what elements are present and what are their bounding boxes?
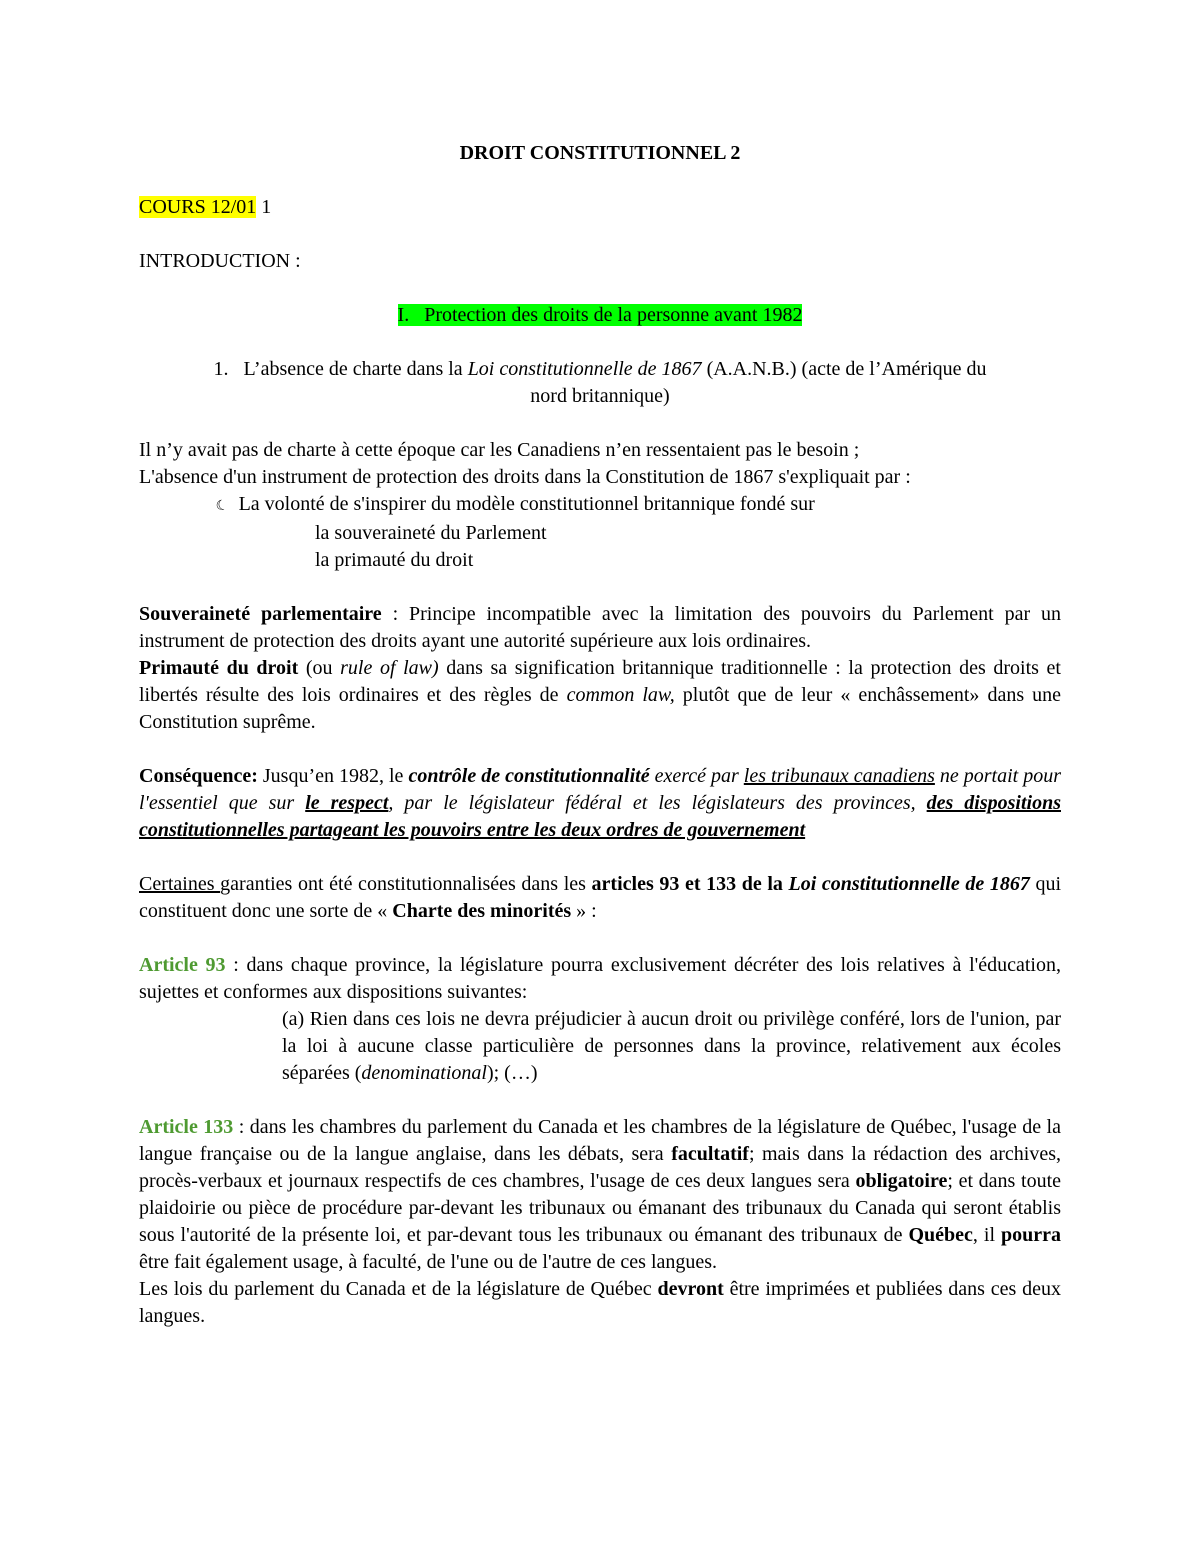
consequence-t2: exercé par <box>649 765 744 787</box>
cours-line <box>139 194 1061 221</box>
primaute-italic2: common law, <box>566 684 675 706</box>
article133-t7: être imprimées et publiées dans ces deux langues. <box>139 1278 1062 1327</box>
article93-label: Article 93 <box>139 954 226 976</box>
certaines-t3: » : <box>571 900 597 922</box>
primaute-term: Primauté du droit <box>139 657 299 679</box>
article133-t1: : dans les chambres du parlement du Canada et les chambres de la législature de Québec, l'usage de la langue française ou de la langue anglaise, dans les débats, sera <box>139 1116 1061 1165</box>
para-absence: L'absence d'un instrument de protection des droits dans la Constitution de 1867 s'expliquait par : <box>139 466 911 488</box>
cours-label: COURS 12/01 <box>139 196 257 218</box>
article93-sub-italic: denominational <box>361 1062 487 1084</box>
consequence-para <box>139 763 1061 844</box>
article133-t2: ; mais dans la rédaction des archives, procès-verbaux et journaux respectifs de ces chambres, l'usage de ces deux langues sera <box>139 1143 1062 1192</box>
bullet-sub2: la primauté du droit <box>315 549 474 571</box>
article133-t5: être fait également usage, à faculté, de l'une ou de l'autre de ces langues. <box>139 1251 718 1273</box>
article93-text: : dans chaque province, la législature pourra exclusivement décréter des lois relatives à l'éducation, sujettes et conformes aux dispositions suivantes: <box>139 954 1061 1003</box>
souverainete-para <box>139 601 1061 655</box>
article133-b5: devront <box>657 1278 724 1300</box>
para-no-charter: Il n’y avait pas de charte à cette époque car les Canadiens n’en ressentaient pas le besoin ; <box>139 439 860 461</box>
consequence-u1: les tribunaux canadiens <box>743 765 935 787</box>
consequence-bu1: le respect <box>305 792 389 814</box>
item1-pre: L’absence de charte dans la <box>243 358 468 380</box>
consequence-b1: contrôle de constitutionnalité <box>408 765 650 787</box>
article133-publication <box>139 1276 1061 1330</box>
certaines-b2: Charte des minorités <box>392 900 572 922</box>
article133-t6: Les lois du parlement du Canada et de la législature de Québec <box>139 1278 658 1300</box>
section-heading-highlight <box>398 304 803 326</box>
article133-t4: , il <box>972 1224 1001 1246</box>
document-title <box>139 140 1061 167</box>
souverainete-term: Souveraineté parlementaire <box>139 603 382 625</box>
consequence-t4: , par le législateur fédéral et les législateurs des provinces, <box>388 792 927 814</box>
article133-para <box>139 1114 1061 1276</box>
certaines-t2: qui constituent donc une sorte de « <box>139 873 1062 922</box>
bullet-sub1: la souveraineté du Parlement <box>315 522 547 544</box>
consequence-t1: Jusqu’en 1982, le <box>257 765 409 787</box>
article133-b1: facultatif <box>671 1143 749 1165</box>
item1-post: (A.A.N.B.) (acte de l’Amérique du <box>701 358 987 380</box>
section-heading-num: I. <box>397 304 410 326</box>
certaines-bi: Loi constitutionnelle de 1867 <box>788 873 1030 895</box>
article133-b2: obligatoire <box>855 1170 948 1192</box>
title-text: DROIT CONSTITUTIONNEL 2 <box>459 142 741 164</box>
article93-para <box>139 952 1061 1006</box>
item1-italic: Loi constitutionnelle de 1867 <box>467 358 702 380</box>
article133-label: Article 133 <box>139 1116 234 1138</box>
document-body <box>139 140 1061 1330</box>
article93-sub <box>139 1006 1061 1087</box>
consequence-bu2: des dispositions constitutionnelles partageant les pouvoirs entre les deux ordres de gouvernement <box>139 792 1061 841</box>
article133-b4: pourra <box>1001 1224 1061 1246</box>
item1-line1 <box>139 356 1061 383</box>
primaute-t1: (ou <box>298 657 341 679</box>
article133-b3: Québec <box>908 1224 973 1246</box>
cours-suffix: 1 <box>256 196 272 218</box>
bullet-item <box>139 491 1061 520</box>
item1-number: 1. <box>213 358 229 380</box>
primaute-t2: dans sa signification britannique traditionnelle : la protection des droits et libertés résulte des lois ordinaires et des règles de <box>139 657 1061 706</box>
intro-heading: INTRODUCTION : <box>139 250 301 272</box>
article93-sub-pre: (a) Rien dans ces lois ne devra préjudicier à aucun droit ou privilège conféré, lors de l'union, par la loi à aucune classe particulière de personnes dans la province, relativement aux écoles séparées ( <box>282 1008 1061 1084</box>
item1-line2: nord britannique) <box>530 385 670 407</box>
certaines-b1: articles 93 et 133 de la <box>591 873 789 895</box>
certaines-u: Certaines <box>139 873 221 895</box>
primaute-italic1: rule of law) <box>340 657 439 679</box>
consequence-t3: ne portait pour l'essentiel que sur <box>139 765 1062 814</box>
certaines-t1: garanties ont été constitutionnalisées dans les <box>220 873 592 895</box>
section-heading-text: Protection des droits de la personne avant 1982 <box>424 304 803 326</box>
souverainete-text: : Principe incompatible avec la limitation des pouvoirs du Parlement par un instrument de protection des droits ayant une autorité supérieure aux lois ordinaires. <box>139 603 1061 652</box>
consequence-term: Conséquence: <box>139 765 258 787</box>
article133-t3: ; et dans toute plaidoirie ou pièce de procédure par-devant les tribunaux ou émanant des tribunaux du Canada qui seront établis sous l'autorité de la présente loi, et par-devant tous les tribunaux ou émanant des tribunaux de <box>139 1170 1061 1246</box>
primaute-t3: plutôt que de leur « enchâssement» dans une Constitution suprême. <box>139 684 1061 733</box>
article93-sub-post: ); (…) <box>486 1062 538 1084</box>
bullet-icon: ☾ <box>214 497 231 516</box>
bullet-text: La volonté de s'inspirer du modèle constitutionnel britannique fondé sur <box>238 493 815 515</box>
primaute-para <box>139 655 1061 736</box>
section-heading <box>139 302 1061 329</box>
certaines-para <box>139 871 1061 925</box>
